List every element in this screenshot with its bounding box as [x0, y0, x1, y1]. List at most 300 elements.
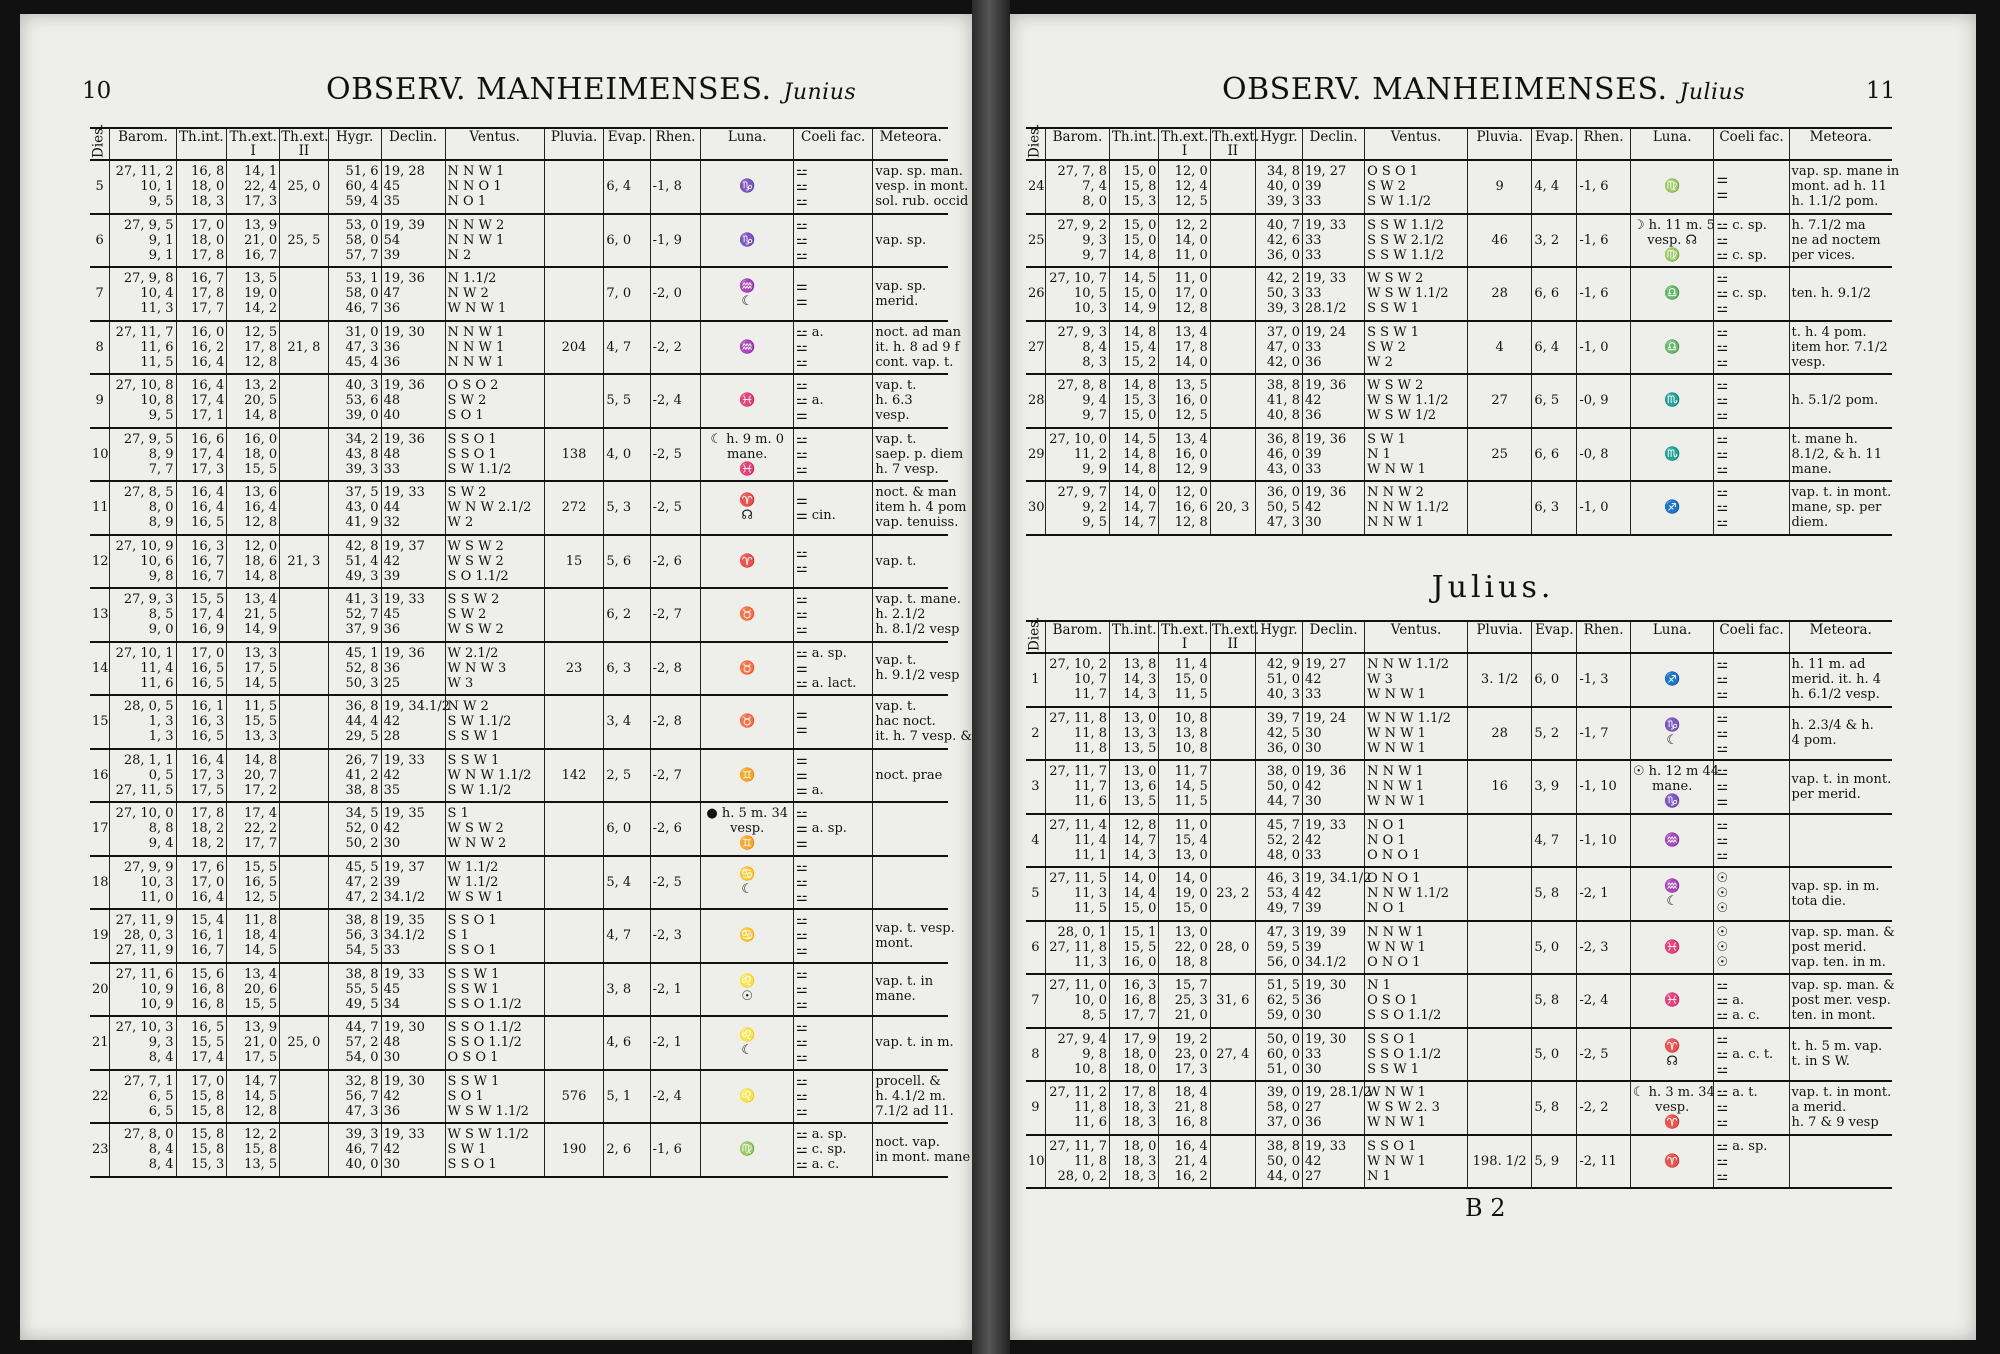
column-header: Barom.: [110, 128, 176, 160]
table-cell: ♓: [701, 374, 794, 428]
column-header: Th.ext. I: [227, 128, 280, 160]
table-cell: [544, 267, 604, 321]
left-title-text: OBSERV. MANHEIMENSES.: [326, 72, 772, 107]
table-cell: 5, 0: [1532, 921, 1577, 975]
table-cell: [1468, 1081, 1532, 1135]
table-cell: 5, 0: [1532, 1028, 1577, 1082]
table-cell: 19, 34.1/2 42 39: [1302, 867, 1364, 921]
table-cell: 42, 9 51, 0 40, 3: [1255, 653, 1302, 707]
table-cell: 13, 4 16, 0 12, 9: [1159, 428, 1210, 482]
table-cell: [1210, 321, 1255, 375]
table-cell: W 1.1/2 W 1.1/2 W S W 1: [445, 856, 544, 910]
column-header: Ventus.: [1365, 621, 1468, 653]
table-row: [90, 963, 948, 1017]
table-cell: 12: [90, 535, 110, 589]
table-cell: [1210, 428, 1255, 482]
table-cell: 6, 6: [1532, 428, 1577, 482]
table-cell: 24: [1026, 160, 1045, 214]
right-june-body: [1026, 160, 1900, 535]
table-cell: [544, 588, 604, 642]
table-cell: 16, 4 17, 4 17, 1: [176, 374, 227, 428]
table-cell: 16, 3 16, 8 17, 7: [1110, 974, 1159, 1028]
table-cell: -1, 8: [650, 160, 701, 214]
table-cell: S 1 W S W 2 W N W 2: [445, 802, 544, 856]
table-cell: ♈ ☊: [701, 481, 794, 535]
table-cell: 9: [1026, 1081, 1045, 1135]
table-cell: N O 1 N O 1 O N O 1: [1365, 814, 1468, 868]
table-cell: [544, 856, 604, 910]
table-cell: [1468, 867, 1532, 921]
table-cell: 14, 0 14, 4 15, 0: [1110, 867, 1159, 921]
table-cell: 19, 33 45 36: [381, 588, 445, 642]
table-cell: 34, 2 43, 8 39, 3: [328, 428, 381, 482]
table-cell: [1789, 814, 1892, 868]
right-june-table: [1026, 123, 1900, 536]
table-cell: 6, 4: [1532, 321, 1577, 375]
table-row: [90, 802, 948, 856]
table-cell: 19, 36 48 40: [381, 374, 445, 428]
column-header: Barom.: [1045, 621, 1109, 653]
table-cell: 16, 4 21, 4 16, 2: [1159, 1135, 1210, 1189]
table-row: [90, 1016, 948, 1070]
table-cell: 28, 0, 1 27, 11, 8 11, 3: [1045, 921, 1109, 975]
column-header: Declin.: [1302, 128, 1364, 160]
column-header: Evap.: [1532, 621, 1577, 653]
table-cell: h. 11 m. ad merid. it. h. 4 h. 6.1/2 vesp.: [1789, 653, 1892, 707]
table-cell: 25: [1468, 428, 1532, 482]
table-cell: ♉: [701, 642, 794, 696]
column-header: Coeli fac.: [793, 128, 872, 160]
table-cell: 15, 0 15, 0 14, 8: [1110, 214, 1159, 268]
table-cell: -1, 6: [1577, 214, 1631, 268]
table-cell: 23, 2: [1210, 867, 1255, 921]
left-table-body: [90, 160, 972, 1177]
table-cell: [1210, 374, 1255, 428]
table-cell: 15, 5 17, 4 16, 9: [176, 588, 227, 642]
table-cell: 51, 6 60, 4 59, 4: [328, 160, 381, 214]
table-cell: ☉ ☉ ☉: [1714, 867, 1789, 921]
table-cell: 14, 8 15, 4 15, 2: [1110, 321, 1159, 375]
table-cell: [280, 481, 329, 535]
table-cell: 28, 0: [1210, 921, 1255, 975]
table-cell: 18: [90, 856, 110, 910]
table-cell: [544, 374, 604, 428]
table-cell: 32, 8 56, 7 47, 3: [328, 1070, 381, 1124]
table-cell: 12, 5 17, 8 12, 8: [227, 321, 280, 375]
column-header: Dies.: [1026, 128, 1045, 160]
table-cell: 3: [1026, 760, 1045, 814]
table-cell: 37, 0 47, 0 42, 0: [1255, 321, 1302, 375]
table-cell: S W 1 N 1 W N W 1: [1365, 428, 1468, 482]
table-cell: ♎: [1630, 321, 1714, 375]
table-cell: ☉ h. 12 m 44 mane. ♑: [1630, 760, 1714, 814]
table-cell: -2, 1: [650, 963, 701, 1017]
table-cell: 17, 6 17, 0 16, 4: [176, 856, 227, 910]
table-cell: -1, 3: [1577, 653, 1631, 707]
column-header: Th.int.: [1110, 621, 1159, 653]
table-cell: 3, 2: [1532, 214, 1577, 268]
table-cell: 13, 5 19, 0 14, 2: [227, 267, 280, 321]
table-cell: 16, 4 17, 3 17, 5: [176, 749, 227, 803]
table-cell: W S W 2 W S W 1.1/2 W S W 1/2: [1365, 374, 1468, 428]
table-cell: 15, 0 15, 8 15, 3: [1110, 160, 1159, 214]
table-cell: 3, 4: [604, 695, 650, 749]
table-cell: 3. 1/2: [1468, 653, 1532, 707]
table-cell: vap. t. saep. p. diem h. 7 vesp.: [873, 428, 948, 482]
table-cell: ♌ ☾: [701, 1016, 794, 1070]
table-cell: t. mane h. 8.1/2, & h. 11 mane.: [1789, 428, 1892, 482]
table-cell: ☉ ☉ ☉: [1714, 921, 1789, 975]
table-cell: ♈: [1630, 1135, 1714, 1189]
table-cell: 27, 11, 7 11, 6 11, 5: [110, 321, 176, 375]
right-page: [1010, 14, 1976, 1340]
table-cell: [280, 428, 329, 482]
table-cell: -2, 4: [1577, 974, 1631, 1028]
table-cell: 5, 6: [604, 535, 650, 589]
table-cell: vap. sp. man. vesp. in mont. sol. rub. occid: [873, 160, 948, 214]
table-row: [90, 267, 948, 321]
table-cell: 19, 33 33 28.1/2: [1302, 267, 1364, 321]
table-cell: -1, 10: [1577, 760, 1631, 814]
table-cell: vap. t. hac noct. it. h. 7 vesp. &: [873, 695, 948, 749]
left-header-row: [90, 128, 948, 160]
table-cell: 27, 10, 2 10, 7 11, 7: [1045, 653, 1109, 707]
table-cell: ⚌ ⚌ cin.: [793, 481, 872, 535]
table-cell: 4, 6: [604, 1016, 650, 1070]
table-cell: ♉: [701, 695, 794, 749]
table-cell: 2, 5: [604, 749, 650, 803]
table-cell: 27, 11, 5 11, 3 11, 5: [1045, 867, 1109, 921]
table-cell: 15, 7 25, 3 21, 0: [1159, 974, 1210, 1028]
table-cell: 51, 5 62, 5 59, 0: [1255, 974, 1302, 1028]
table-cell: 19, 30 36 30: [1302, 974, 1364, 1028]
table-cell: 6, 0: [604, 802, 650, 856]
table-cell: 204: [544, 321, 604, 375]
table-cell: ♒ ☾: [1630, 867, 1714, 921]
table-cell: ⚍ ⚍ ⚍: [1714, 481, 1789, 535]
table-cell: ♐: [1630, 481, 1714, 535]
table-cell: 6, 0: [1532, 653, 1577, 707]
table-cell: 19, 28.1/2 27 36: [1302, 1081, 1364, 1135]
table-cell: 27, 10, 8 10, 8 9, 5: [110, 374, 176, 428]
table-cell: ♏: [1630, 428, 1714, 482]
table-cell: 38, 8 41, 8 40, 8: [1255, 374, 1302, 428]
table-cell: 17, 4 22, 2 17, 7: [227, 802, 280, 856]
table-cell: ⚍ ⚍ ⚍: [1714, 428, 1789, 482]
column-header: Luna.: [1630, 621, 1714, 653]
column-header: Barom.: [1045, 128, 1109, 160]
table-cell: 29: [1026, 428, 1045, 482]
right-page-title: [1222, 72, 1745, 107]
table-row: [90, 481, 948, 535]
table-cell: 27, 8, 8 9, 4 9, 7: [1045, 374, 1109, 428]
table-cell: [544, 160, 604, 214]
table-cell: 27, 10, 0 11, 2 9, 9: [1045, 428, 1109, 482]
table-cell: [280, 963, 329, 1017]
table-cell: 31, 0 47, 3 45, 4: [328, 321, 381, 375]
table-cell: 28: [1026, 374, 1045, 428]
table-cell: 12, 8 14, 7 14, 3: [1110, 814, 1159, 868]
table-cell: 13, 0 22, 0 18, 8: [1159, 921, 1210, 975]
table-cell: [1210, 707, 1255, 761]
table-cell: ☽ h. 11 m. 5 vesp. ☊ ♍: [1630, 214, 1714, 268]
table-cell: ⚌ ⚌: [793, 695, 872, 749]
table-cell: 27, 7, 8 7, 4 8, 0: [1045, 160, 1109, 214]
table-cell: -2, 6: [650, 535, 701, 589]
table-cell: 19, 33 33 33: [1302, 214, 1364, 268]
table-cell: ⚍ ⚍ ⚍: [1714, 707, 1789, 761]
table-cell: 16, 1 16, 3 16, 5: [176, 695, 227, 749]
table-cell: 27, 9, 5 9, 1 9, 1: [110, 214, 176, 268]
table-cell: -2, 2: [650, 321, 701, 375]
table-cell: 21, 3: [280, 535, 329, 589]
table-cell: 19, 27 39 33: [1302, 160, 1364, 214]
table-cell: ⚌ ⚌: [793, 267, 872, 321]
table-cell: 42, 2 50, 3 39, 3: [1255, 267, 1302, 321]
table-cell: 39, 3 46, 7 40, 0: [328, 1123, 381, 1177]
table-cell: 27, 9, 5 8, 9 7, 7: [110, 428, 176, 482]
table-cell: 4, 7: [604, 321, 650, 375]
table-row: [1026, 267, 1892, 321]
table-cell: ⚍ ⚍ ⚍: [1714, 653, 1789, 707]
table-cell: 39, 0 58, 0 37, 0: [1255, 1081, 1302, 1135]
table-cell: [1468, 814, 1532, 868]
table-cell: ☾ h. 9 m. 0 mane. ♓: [701, 428, 794, 482]
table-cell: 27, 9, 8 10, 4 11, 3: [110, 267, 176, 321]
column-header: Declin.: [1302, 621, 1364, 653]
column-header: Ventus.: [1365, 128, 1468, 160]
table-cell: [544, 695, 604, 749]
left-observations-table: [90, 123, 972, 1178]
table-cell: 27, 9, 9 10, 3 11, 0: [110, 856, 176, 910]
table-cell: 6, 2: [604, 588, 650, 642]
table-cell: 28, 0, 5 1, 3 1, 3: [110, 695, 176, 749]
table-cell: 19, 36 47 36: [381, 267, 445, 321]
table-cell: ⚌ ⚌: [1714, 160, 1789, 214]
table-cell: vap. t. in mont. mane, sp. per diem.: [1789, 481, 1892, 535]
table-cell: 11, 0 15, 4 13, 0: [1159, 814, 1210, 868]
table-cell: 2: [1026, 707, 1045, 761]
table-cell: ⚍ ⚍ ⚍: [793, 1070, 872, 1124]
table-cell: ⚍ a. sp. ⚍ c. sp. ⚍ a. c.: [793, 1123, 872, 1177]
table-cell: 13, 5 16, 0 12, 5: [1159, 374, 1210, 428]
table-row: [90, 856, 948, 910]
table-cell: -1, 6: [650, 1123, 701, 1177]
table-cell: h. 2.3/4 & h. 4 pom.: [1789, 707, 1892, 761]
table-cell: 11, 5 15, 5 13, 3: [227, 695, 280, 749]
table-cell: noct. vap. in mont. mane: [873, 1123, 948, 1177]
table-cell: noct. ad man it. h. 8 ad 9 f cont. vap. t.: [873, 321, 948, 375]
table-cell: 11, 4 15, 0 11, 5: [1159, 653, 1210, 707]
table-cell: N 1 O S O 1 S S O 1.1/2: [1365, 974, 1468, 1028]
table-cell: S S O 1 W N W 1 N 1: [1365, 1135, 1468, 1189]
table-row: [1026, 481, 1892, 535]
table-cell: O S O 1 S W 2 S W 1.1/2: [1365, 160, 1468, 214]
table-cell: ⚍ ⚍ ⚍: [793, 428, 872, 482]
table-cell: 27, 9, 4 9, 8 10, 8: [1045, 1028, 1109, 1082]
table-cell: 19, 34.1/2 42 28: [381, 695, 445, 749]
table-cell: noct. & man item h. 4 pom vap. tenuiss.: [873, 481, 948, 535]
right-month: Julius: [1679, 80, 1746, 105]
table-cell: 19, 35 42 30: [381, 802, 445, 856]
table-cell: 6, 3: [1532, 481, 1577, 535]
table-cell: 4, 0: [604, 428, 650, 482]
table-cell: 27, 8, 5 8, 0 8, 9: [110, 481, 176, 535]
table-cell: vap. t. mane. h. 2.1/2 h. 8.1/2 vesp: [873, 588, 948, 642]
table-cell: vap. sp. man. & post mer. vesp. ten. in mont.: [1789, 974, 1892, 1028]
left-page-number: 10: [82, 78, 112, 104]
table-cell: 34, 8 40, 0 39, 3: [1255, 160, 1302, 214]
table-cell: 13, 9 21, 0 17, 5: [227, 1016, 280, 1070]
table-cell: t. h. 4 pom. item hor. 7.1/2 vesp.: [1789, 321, 1892, 375]
table-cell: 19, 33 42 33: [1302, 814, 1364, 868]
table-cell: procell. & h. 4.1/2 m. 7.1/2 ad 11.: [873, 1070, 948, 1124]
column-header: Hygr.: [1255, 621, 1302, 653]
table-row: [90, 214, 948, 268]
table-cell: -2, 5: [650, 428, 701, 482]
column-header: Declin.: [381, 128, 445, 160]
right-july-body: [1026, 653, 1895, 1188]
table-cell: W S W 1.1/2 S W 1 S S O 1: [445, 1123, 544, 1177]
table-cell: 19, 33 44 32: [381, 481, 445, 535]
table-cell: 27, 9, 2 9, 3 9, 7: [1045, 214, 1109, 268]
table-cell: ♒: [1630, 814, 1714, 868]
table-cell: ⚍ a. sp. ⚌ ⚍ a. lact.: [793, 642, 872, 696]
table-cell: 190: [544, 1123, 604, 1177]
table-cell: [1210, 814, 1255, 868]
table-cell: [873, 802, 948, 856]
table-cell: ⚍ ⚍ ⚍: [793, 160, 872, 214]
table-cell: ♑: [701, 214, 794, 268]
table-cell: 11, 0 17, 0 12, 8: [1159, 267, 1210, 321]
table-cell: vap. sp. mane in mont. ad h. 11 h. 1.1/2 pom.: [1789, 160, 1892, 214]
table-cell: 5, 1: [604, 1070, 650, 1124]
table-cell: [1210, 760, 1255, 814]
table-cell: -2, 1: [650, 1016, 701, 1070]
table-cell: 19, 36 39 33: [1302, 428, 1364, 482]
table-cell: 9: [90, 374, 110, 428]
table-cell: 19, 30 33 30: [1302, 1028, 1364, 1082]
table-cell: 12, 0 18, 6 14, 8: [227, 535, 280, 589]
table-cell: ♍: [701, 1123, 794, 1177]
table-cell: 23: [90, 1123, 110, 1177]
table-cell: 13, 0 13, 6 13, 5: [1110, 760, 1159, 814]
table-cell: 27, 11, 8 11, 8 11, 8: [1045, 707, 1109, 761]
table-row: [1026, 214, 1892, 268]
table-row: [1026, 1135, 1892, 1189]
table-cell: S S W 1 W N W 1.1/2 S W 1.1/2: [445, 749, 544, 803]
table-cell: 13, 2 20, 5 14, 8: [227, 374, 280, 428]
table-cell: 21, 8: [280, 321, 329, 375]
table-cell: [1789, 1135, 1892, 1189]
table-cell: ⚍ c. sp. ⚍ ⚍ c. sp.: [1714, 214, 1789, 268]
table-cell: ⚍ ⚍ a. ⚍ a. c.: [1714, 974, 1789, 1028]
table-cell: vap. sp. in m. tota die.: [1789, 867, 1892, 921]
right-june-header-row: [1026, 128, 1892, 160]
table-cell: 36, 8 44, 4 29, 5: [328, 695, 381, 749]
table-cell: ⚍ ⚍ c. sp. ⚍: [1714, 267, 1789, 321]
table-cell: ⚍ ⚍ a. ⚌: [793, 374, 872, 428]
column-header: Evap.: [604, 128, 650, 160]
table-cell: 27, 10, 9 10, 6 9, 8: [110, 535, 176, 589]
table-cell: 15, 8 15, 8 15, 3: [176, 1123, 227, 1177]
table-cell: ⚍ ⚍ ⚍: [793, 214, 872, 268]
table-cell: ⚍ ⚍ ⚍: [793, 963, 872, 1017]
table-row: [1026, 974, 1892, 1028]
table-cell: 19, 36 42 36: [1302, 374, 1364, 428]
table-cell: 4: [1468, 321, 1532, 375]
table-cell: vap. t. in m.: [873, 1016, 948, 1070]
column-header: Hygr.: [1255, 128, 1302, 160]
table-cell: -2, 1: [1577, 867, 1631, 921]
table-cell: 19, 35 34.1/2 33: [381, 909, 445, 963]
table-cell: 13, 8 14, 3 14, 3: [1110, 653, 1159, 707]
table-cell: 13, 4 20, 6 15, 5: [227, 963, 280, 1017]
table-cell: 4, 7: [1532, 814, 1577, 868]
table-cell: 27, 11, 9 28, 0, 3 27, 11, 9: [110, 909, 176, 963]
table-cell: 11, 7 14, 5 11, 5: [1159, 760, 1210, 814]
table-cell: 198. 1/2: [1468, 1135, 1532, 1189]
table-cell: vap. sp. merid.: [873, 267, 948, 321]
table-cell: ♈: [701, 535, 794, 589]
table-cell: N 1.1/2 N W 2 W N W 1: [445, 267, 544, 321]
table-cell: 576: [544, 1070, 604, 1124]
table-cell: [280, 374, 329, 428]
table-cell: 44, 7 57, 2 54, 0: [328, 1016, 381, 1070]
column-header: Th.ext. I: [1159, 621, 1210, 653]
table-cell: 19, 33 42 27: [1302, 1135, 1364, 1189]
table-cell: 13, 0 13, 3 13, 5: [1110, 707, 1159, 761]
table-cell: 10: [90, 428, 110, 482]
table-cell: 31, 6: [1210, 974, 1255, 1028]
table-cell: -2, 4: [650, 1070, 701, 1124]
column-header: Th.ext. II: [1211, 622, 1260, 652]
table-cell: S W 2 W N W 2.1/2 W 2: [445, 481, 544, 535]
table-cell: [280, 802, 329, 856]
table-row: [90, 160, 948, 214]
table-cell: 6: [1026, 921, 1045, 975]
column-header: Meteora.: [873, 128, 948, 160]
table-cell: 27, 11, 2 11, 8 11, 6: [1045, 1081, 1109, 1135]
table-cell: 14, 1 22, 4 17, 3: [227, 160, 280, 214]
table-cell: ⚍ ⚌ a. sp. ⚌: [793, 802, 872, 856]
table-cell: 40, 7 42, 6 36, 0: [1255, 214, 1302, 268]
table-cell: 17, 0 15, 8 15, 8: [176, 1070, 227, 1124]
column-header: Pluvia.: [544, 128, 604, 160]
table-cell: [1210, 653, 1255, 707]
table-cell: ● h. 5 m. 34 vesp. ♊: [701, 802, 794, 856]
table-cell: vap. t. h. 6.3 vesp.: [873, 374, 948, 428]
right-running-head: [1010, 70, 1976, 110]
table-row: [1026, 921, 1892, 975]
left-running-head: [20, 70, 972, 110]
table-cell: 13, 4 17, 8 14, 0: [1159, 321, 1210, 375]
table-cell: 19: [90, 909, 110, 963]
table-cell: ♒: [701, 321, 794, 375]
table-cell: [1468, 1028, 1532, 1082]
table-cell: [280, 749, 329, 803]
table-cell: 27, 11, 0 10, 0 8, 5: [1045, 974, 1109, 1028]
table-cell: S S O 1 S S O 1.1/2 S S W 1: [1365, 1028, 1468, 1082]
table-cell: 6, 6: [1532, 267, 1577, 321]
table-cell: 10, 8 13, 8 10, 8: [1159, 707, 1210, 761]
table-cell: 5, 5: [604, 374, 650, 428]
column-header: Pluvia.: [1468, 128, 1532, 160]
table-cell: 5, 8: [1532, 974, 1577, 1028]
table-cell: 27, 10, 0 8, 8 9, 4: [110, 802, 176, 856]
table-cell: ⚍ ⚍ ⚍: [1714, 374, 1789, 428]
table-cell: 27, 10, 3 9, 3 8, 4: [110, 1016, 176, 1070]
